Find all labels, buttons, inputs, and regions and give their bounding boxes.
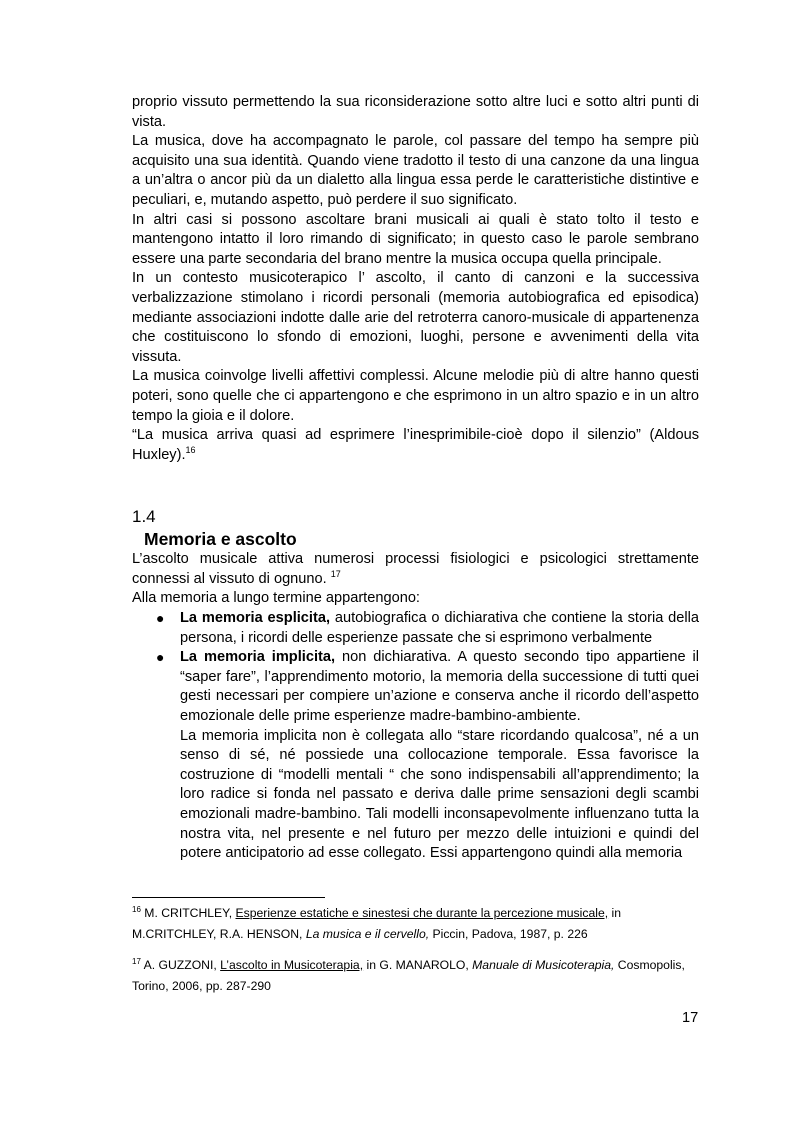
memory-list <box>132 609 699 864</box>
list-text: autobiografica o dichiarativa che contiene la storia della persona, i ricordi delle esperienze passate che si esprimono verbalmente <box>180 610 699 646</box>
list-continuation: La memoria implicita non è collegata allo “stare ricordando qualcosa”, né a un senso di sé, né possiede una collocazione temporale. Essa favorisce la costruzione di “modelli mentali “ che sono indispensabili all’apprendimento; la loro radice si fonda nel passato e deriva dalle prime sensazioni degli scambi emozionali madre-bambino. Tali modelli inconsapevolmente influenzano tutta la nostra vita, nel presente e nel futuro per mezzo delle intuizioni e quindi del potere anticipatorio ad esse collegato. Essi appartengono quindi alla memoria <box>180 727 699 862</box>
section-heading <box>132 506 699 550</box>
footnote-book: La musica e il cervello, <box>305 927 430 941</box>
list-text: non dichiarativa. A questo secondo tipo appartiene il “saper fare”, l’apprendimento motorio, la memoria della successione di tutti quei gesti necessari per compiere un’azione e conserva anche il ricordo dell’aspetto emozionale delle prime esperienze madre-bambino-ambiente. <box>180 649 700 725</box>
memory-intro: Alla memoria a lungo termine appartengono: <box>132 590 420 607</box>
footnote-middle: in G. MANAROLO, <box>366 958 469 972</box>
footnote-author: M. CRITCHLEY, <box>144 906 233 920</box>
quote-text: “La musica arriva quasi ad esprimere l’inesprimibile-cioè dopo il silenzio” (Aldous Huxley). <box>132 427 699 463</box>
paragraph: La musica, dove ha accompagnato le parole, col passare del tempo ha sempre più acquisito una sua identità. Quando viene tradotto il testo di una canzone da una lingua a un’altra o ancor più da un dialetto alla lingua essa perde le caratteristiche distintive e peculiari, e, mutando aspetto, può perdere il suo significato. <box>132 133 699 208</box>
footnote-title: L’ascolto in Musicoterapia, <box>220 958 364 972</box>
footnote-rest: Piccin, Padova, 1987, p. 226 <box>432 927 588 941</box>
footnote <box>132 903 699 945</box>
page-number: 17 <box>682 1010 699 1026</box>
intro-text: L’ascolto musicale attiva numerosi processi fisiologici e psicologici strettamente connessi al vissuto di ognuno. <box>132 551 699 587</box>
main-text <box>132 93 699 864</box>
footnote-author: A. GUZZONI, <box>143 958 217 972</box>
paragraph: In altri casi si possono ascoltare brani musicali ai quali è stato tolto il testo e mantengono intatto il loro rimando di significato; in questo caso le parole sembrano essere una parte secondaria del brano mentre la musica occupa quella principale. <box>132 211 699 267</box>
footnote-middle: in M.CRITCHLEY, R.A. HENSON, <box>132 906 621 941</box>
footnote-title: Esperienze estatiche e sinestesi che durante la percezione musicale, <box>235 906 609 920</box>
footnote-ref: 17 <box>330 569 341 580</box>
footnote <box>132 955 699 997</box>
list-item <box>132 609 699 648</box>
footnote-separator <box>132 897 325 898</box>
footnotes <box>132 903 699 1007</box>
bullet-icon: ● <box>156 649 165 666</box>
intro-paragraph <box>132 550 699 589</box>
footnote-number: 16 <box>132 904 141 914</box>
list-term: La memoria esplicita, <box>180 610 331 627</box>
bullet-icon: ● <box>156 610 165 627</box>
section-title: Memoria e ascolto <box>144 529 297 550</box>
footnote-ref: 16 <box>185 444 196 455</box>
footnote-book: Manuale di Musicoterapia, <box>472 958 615 972</box>
quote-paragraph <box>132 426 699 465</box>
paragraph: In un contesto musicoterapico l’ ascolto, il canto di canzoni e la successiva verbalizzazione stimolano i ricordi personali (memoria autobiografica ed episodica) mediante associazioni indotte dalle arie del retroterra canoro-musicale di appartenenza che costituiscono lo sfondo di emozioni, luoghi, persone e avvenimenti della vita vissuta. <box>132 270 699 365</box>
paragraph: La musica coinvolge livelli affettivi complessi. Alcune melodie più di altre hanno questi poteri, sono quelle che ci appartengono e che esprimono in un altro spazio e in un altro tempo la gioia e il dolore. <box>132 368 699 424</box>
list-item <box>132 648 699 864</box>
footnote-rest: Cosmopolis, Torino, 2006, pp. 287-290 <box>132 958 685 993</box>
section-number: 1.4 <box>132 507 156 527</box>
list-term: La memoria implicita, <box>180 649 336 666</box>
footnote-number: 17 <box>132 956 141 966</box>
paragraph: proprio vissuto permettendo la sua riconsiderazione sotto altre luci e sotto altri punti di vista. <box>132 94 699 130</box>
